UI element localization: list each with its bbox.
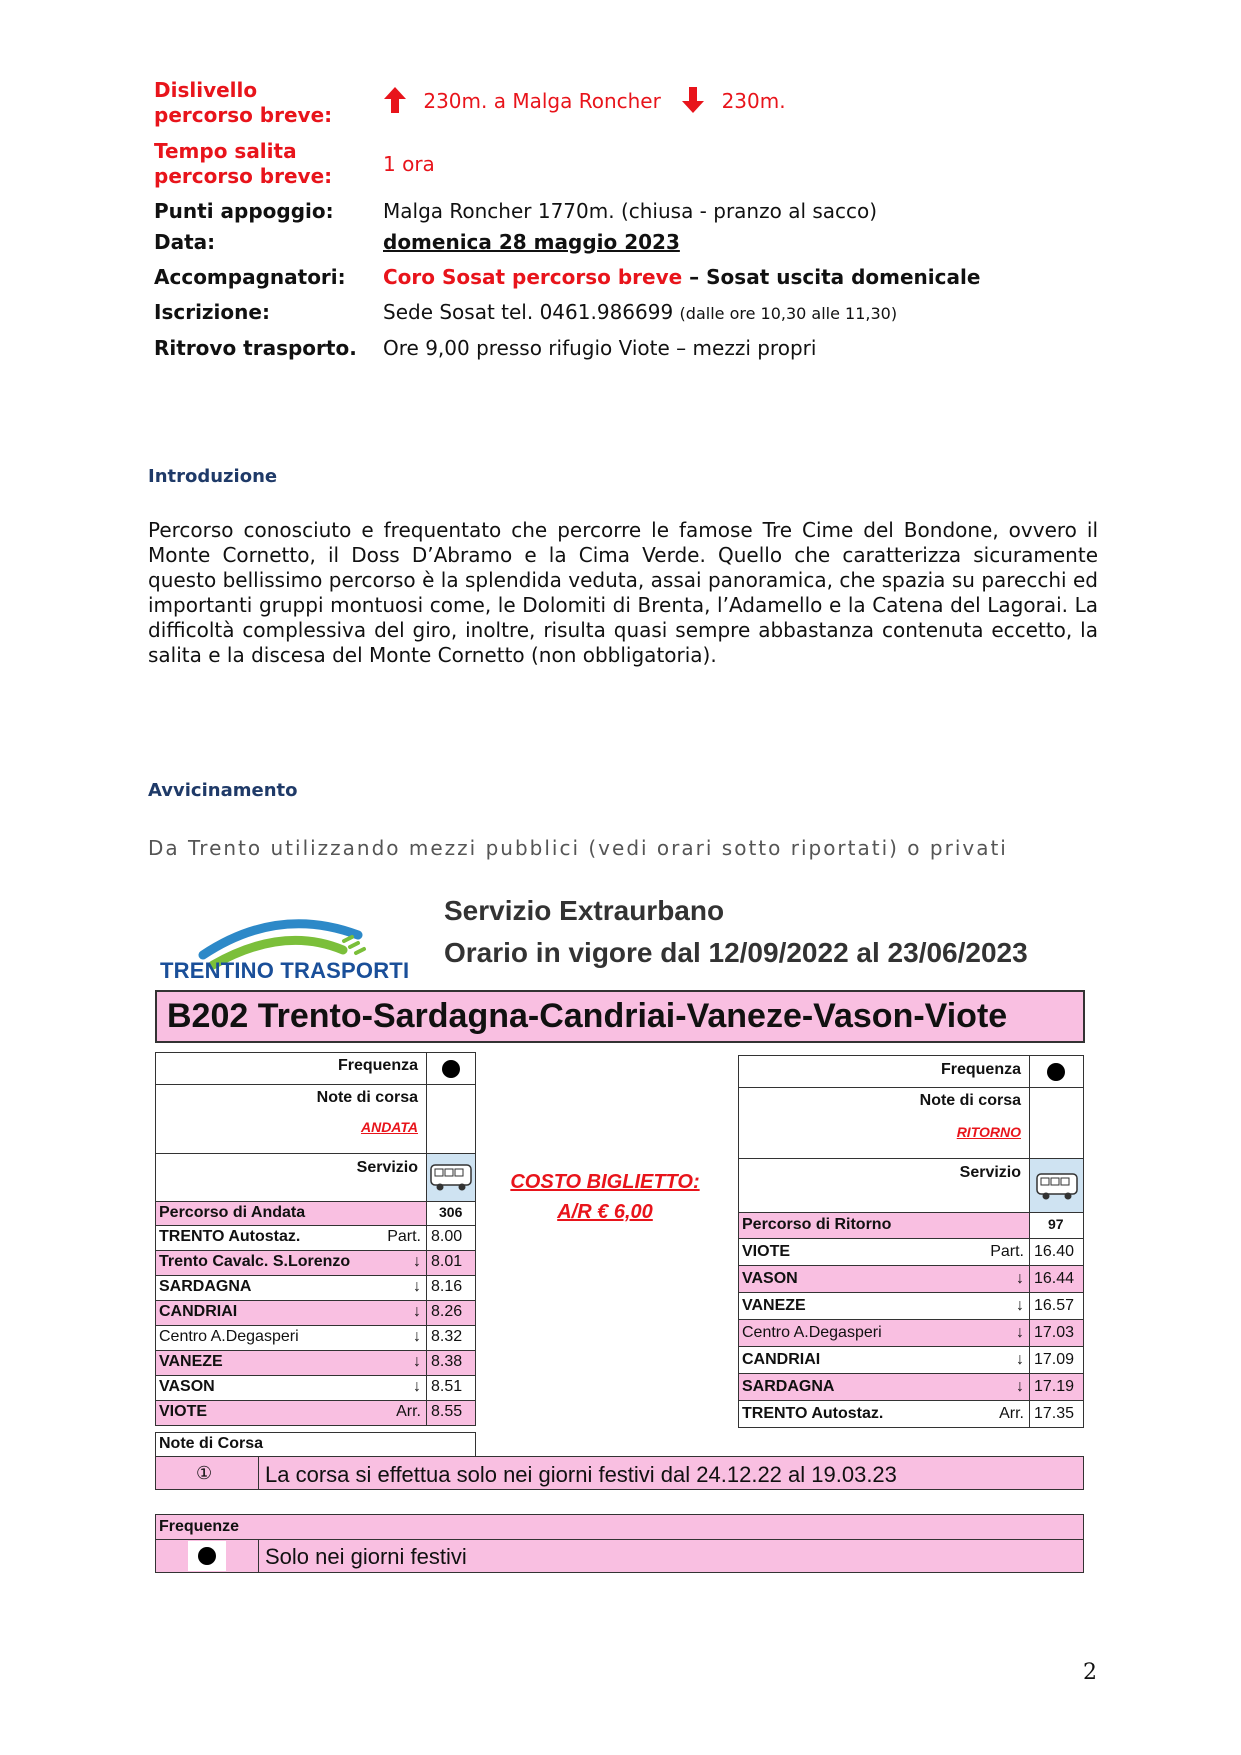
- frequenze-symbol-cell: [155, 1539, 259, 1573]
- stop-name: TRENTO Autostaz.: [159, 1228, 301, 1245]
- info-row-dislivello: [154, 78, 1054, 128]
- ritorno-servizio-cell: [738, 1158, 1030, 1213]
- arrow-up-icon: [383, 86, 407, 114]
- page-number: 2: [1083, 1660, 1097, 1685]
- stop-mark: ↓: [1016, 1378, 1024, 1395]
- table-row: [738, 1319, 1030, 1347]
- note-text-cell: [258, 1456, 1084, 1490]
- stop-time-cell: [1029, 1319, 1084, 1347]
- andata-servizio-cell: [155, 1153, 427, 1202]
- stop-name: VANEZE: [159, 1353, 223, 1370]
- stop-mark: ↓: [1016, 1351, 1024, 1368]
- accompagnatori-label: Accompagnatori:: [154, 265, 346, 289]
- bus-icon: [1035, 1170, 1079, 1202]
- accompagnatori-sep: –: [682, 265, 707, 289]
- stop-mark: ↓: [413, 1303, 421, 1320]
- andata-servizio-label: Servizio: [356, 1159, 418, 1176]
- tempo-label: Tempo salita percorso breve:: [154, 139, 333, 188]
- arrow-down-icon: [681, 86, 705, 114]
- stop-name: VANEZE: [742, 1297, 806, 1314]
- stop-time-cell: [1029, 1346, 1084, 1374]
- approach-heading: Avvicinamento: [148, 780, 298, 801]
- stop-time: 8.16: [431, 1278, 463, 1295]
- table-row: [738, 1373, 1030, 1401]
- stop-time: 8.51: [431, 1378, 463, 1395]
- stop-time: 16.40: [1034, 1243, 1075, 1260]
- andata-frequenza-value: [426, 1052, 476, 1085]
- table-row: [738, 1238, 1030, 1266]
- table-row: [155, 1250, 427, 1276]
- stop-mark: ↓: [413, 1353, 421, 1370]
- ritorno-note-label: Note di corsa: [919, 1092, 1021, 1109]
- stop-name: VIOTE: [159, 1403, 208, 1420]
- intro-paragraph: Percorso conosciuto e frequentato che percorre le famose Tre Cime del Bondone, ovvero il Monte Cornetto, il Doss D’Abramo e la Cima Verde. Quello che caratterizza sicuramente questo bellissimo percorso è la splendida veduta, assai panoramica, che spazia su parecchi ed importanti gruppi montuosi come, le Dolomiti di Brenta, l’Adamello e la Catena del Lagorai. La difficoltà complessiva del giro, inoltre, risulta quasi sempre abbastanza contenuta eccetto, la salita e la discesa del Monte Cornetto (non obbligatoria).: [148, 518, 1098, 667]
- logo-text: TRENTINO TRASPORTI: [160, 958, 410, 983]
- andata-run-cell: [426, 1201, 476, 1226]
- frequenze-header: Frequenze: [159, 1518, 240, 1535]
- ritorno-frequenza-label: Frequenza: [940, 1061, 1021, 1078]
- stop-time-cell: [1029, 1400, 1084, 1428]
- stop-mark: Arr.: [999, 1405, 1024, 1422]
- accompagnatori-red: Coro Sosat percorso breve: [383, 265, 683, 289]
- table-row: [155, 1350, 427, 1376]
- dislivello-value: [383, 86, 786, 114]
- stop-time-cell: [1029, 1238, 1084, 1266]
- stop-time-cell: [1029, 1265, 1084, 1293]
- andata-frequenza-cell: [155, 1052, 427, 1085]
- accompagnatori-value: [383, 265, 980, 290]
- stop-time: 16.57: [1034, 1297, 1075, 1314]
- stop-time-cell: [426, 1300, 476, 1326]
- andata-note-cell: [155, 1084, 427, 1154]
- andata-run-number: 306: [439, 1204, 463, 1220]
- festivo-dot-icon: [442, 1060, 460, 1078]
- ritorno-label: RITORNO: [956, 1124, 1021, 1140]
- stop-name: TRENTO Autostaz.: [742, 1405, 884, 1422]
- iscrizione-phone: Sede Sosat tel. 0461.986699: [383, 300, 674, 324]
- stop-time: 8.55: [431, 1403, 463, 1420]
- approach-text: Da Trento utilizzando mezzi pubblici (vedi orari sotto riportati) o privati: [148, 836, 1008, 860]
- accompagnatori-rest: Sosat uscita domenicale: [706, 265, 981, 289]
- ritorno-servizio-value: [1029, 1158, 1084, 1213]
- andata-servizio-value: [426, 1153, 476, 1202]
- stop-time-cell: [426, 1275, 476, 1301]
- iscrizione-value: [383, 300, 897, 326]
- stop-name: Centro A.Degasperi: [742, 1324, 882, 1341]
- frequenze-text-cell: [258, 1539, 1084, 1573]
- stop-time: 17.19: [1034, 1378, 1075, 1395]
- stop-time-cell: [426, 1350, 476, 1376]
- stop-time: 8.00: [431, 1228, 463, 1245]
- stop-time-cell: [426, 1250, 476, 1276]
- table-row: [738, 1400, 1030, 1428]
- note-corsa-header: Note di Corsa: [159, 1435, 264, 1452]
- stop-time-cell: [426, 1325, 476, 1351]
- table-row: [155, 1275, 427, 1301]
- table-row: [155, 1375, 427, 1401]
- andata-note-value: [426, 1084, 476, 1154]
- stop-name: SARDAGNA: [742, 1378, 835, 1395]
- note-symbol: ①: [196, 1463, 213, 1483]
- validity-title: Orario in vigore dal 12/09/2022 al 23/06/2023: [444, 937, 1028, 968]
- ticket-cost: [480, 1167, 730, 1227]
- stop-name: VIOTE: [742, 1243, 791, 1260]
- stop-time-cell: [1029, 1292, 1084, 1320]
- note-symbol-cell: [155, 1456, 259, 1490]
- data-value: domenica 28 maggio 2023: [383, 230, 680, 254]
- table-row: [155, 1400, 427, 1426]
- stop-mark: ↓: [413, 1278, 421, 1295]
- stop-mark: ↓: [413, 1378, 421, 1395]
- stop-name: CANDRIAI: [742, 1351, 821, 1368]
- festivo-dot-icon: [198, 1547, 216, 1565]
- stop-time: 17.03: [1034, 1324, 1075, 1341]
- ritorno-frequenza-cell: [738, 1055, 1030, 1088]
- frequenze-header-cell: [155, 1514, 1084, 1540]
- stop-time: 17.35: [1034, 1405, 1075, 1422]
- tempo-value: 1 ora: [383, 152, 435, 176]
- ritorno-run-cell: [1029, 1212, 1084, 1239]
- stop-mark: Part.: [387, 1228, 421, 1245]
- stop-mark: ↓: [413, 1328, 421, 1345]
- frequenze-text: Solo nei giorni festivi: [265, 1544, 467, 1569]
- bus-icon: [429, 1161, 473, 1193]
- ritorno-run-number: 97: [1048, 1216, 1064, 1232]
- dislivello-up-value: 230m. a Malga Roncher: [423, 89, 661, 113]
- stop-time: 16.44: [1034, 1270, 1075, 1287]
- info-row-tempo: [154, 139, 1054, 189]
- punti-label: Punti appoggio:: [154, 199, 334, 223]
- andata-note-label: Note di corsa: [316, 1089, 418, 1106]
- stop-mark: ↓: [413, 1253, 421, 1270]
- route-bar: [155, 990, 1085, 1043]
- stop-time: 17.09: [1034, 1351, 1075, 1368]
- andata-frequenza-label: Frequenza: [337, 1057, 418, 1074]
- route-title: B202 Trento-Sardagna-Candriai-Vaneze-Vason-Viote: [167, 997, 1008, 1035]
- stop-time-cell: [426, 1400, 476, 1426]
- table-row: [155, 1300, 427, 1326]
- stop-time: 8.26: [431, 1303, 463, 1320]
- ritorno-servizio-label: Servizio: [959, 1164, 1021, 1181]
- stop-name: Centro A.Degasperi: [159, 1328, 299, 1345]
- iscrizione-hours: (dalle ore 10,30 alle 11,30): [679, 304, 898, 323]
- stop-mark: ↓: [1016, 1270, 1024, 1287]
- punti-value: Malga Roncher 1770m. (chiusa - pranzo al sacco): [383, 199, 878, 223]
- stop-time-cell: [426, 1375, 476, 1401]
- table-row: [155, 1225, 427, 1251]
- table-row: [738, 1292, 1030, 1320]
- stop-name: VASON: [742, 1270, 798, 1287]
- ritrovo-label: Ritrovo trasporto.: [154, 336, 357, 360]
- stop-time-cell: [426, 1225, 476, 1251]
- stop-mark: ↓: [1016, 1297, 1024, 1314]
- service-title: Servizio Extraurbano: [444, 895, 725, 926]
- ritorno-frequenza-value: [1029, 1055, 1084, 1088]
- stop-time-cell: [1029, 1373, 1084, 1401]
- data-label: Data:: [154, 230, 216, 254]
- stop-name: Trento Cavalc. S.Lorenzo: [159, 1253, 351, 1270]
- ritorno-note-value: [1029, 1087, 1084, 1159]
- ritorno-note-cell: [738, 1087, 1030, 1159]
- note-text: La corsa si effettua solo nei giorni festivi dal 24.12.22 al 19.03.23: [265, 1462, 897, 1487]
- table-row: [155, 1325, 427, 1351]
- table-row: [738, 1265, 1030, 1293]
- dislivello-label: Dislivello percorso breve:: [154, 78, 333, 127]
- andata-percorso-label: Percorso di Andata: [159, 1204, 306, 1221]
- stop-time: 8.38: [431, 1353, 463, 1370]
- andata-percorso-header: [155, 1201, 427, 1226]
- note-corsa-header-cell: [155, 1432, 476, 1457]
- stop-time: 8.32: [431, 1328, 463, 1345]
- intro-heading: Introduzione: [148, 466, 278, 487]
- ticket-cost-value: A/R € 6,00: [557, 1201, 653, 1223]
- stop-name: SARDAGNA: [159, 1278, 252, 1295]
- ritrovo-value: Ore 9,00 presso rifugio Viote – mezzi propri: [383, 336, 817, 360]
- stop-time: 8.01: [431, 1253, 463, 1270]
- stop-mark: Arr.: [396, 1403, 421, 1420]
- iscrizione-label: Iscrizione:: [154, 300, 270, 324]
- ritorno-percorso-label: Percorso di Ritorno: [742, 1216, 892, 1233]
- dislivello-down-value: 230m.: [721, 89, 786, 113]
- stop-mark: ↓: [1016, 1324, 1024, 1341]
- table-row: [738, 1346, 1030, 1374]
- festivo-dot-icon: [1047, 1063, 1065, 1081]
- stop-name: VASON: [159, 1378, 215, 1395]
- stop-mark: Part.: [990, 1243, 1024, 1260]
- ritorno-percorso-header: [738, 1212, 1030, 1239]
- stop-name: CANDRIAI: [159, 1303, 238, 1320]
- ticket-cost-label: COSTO BIGLIETTO:: [510, 1171, 700, 1193]
- andata-label: ANDATA: [360, 1119, 418, 1135]
